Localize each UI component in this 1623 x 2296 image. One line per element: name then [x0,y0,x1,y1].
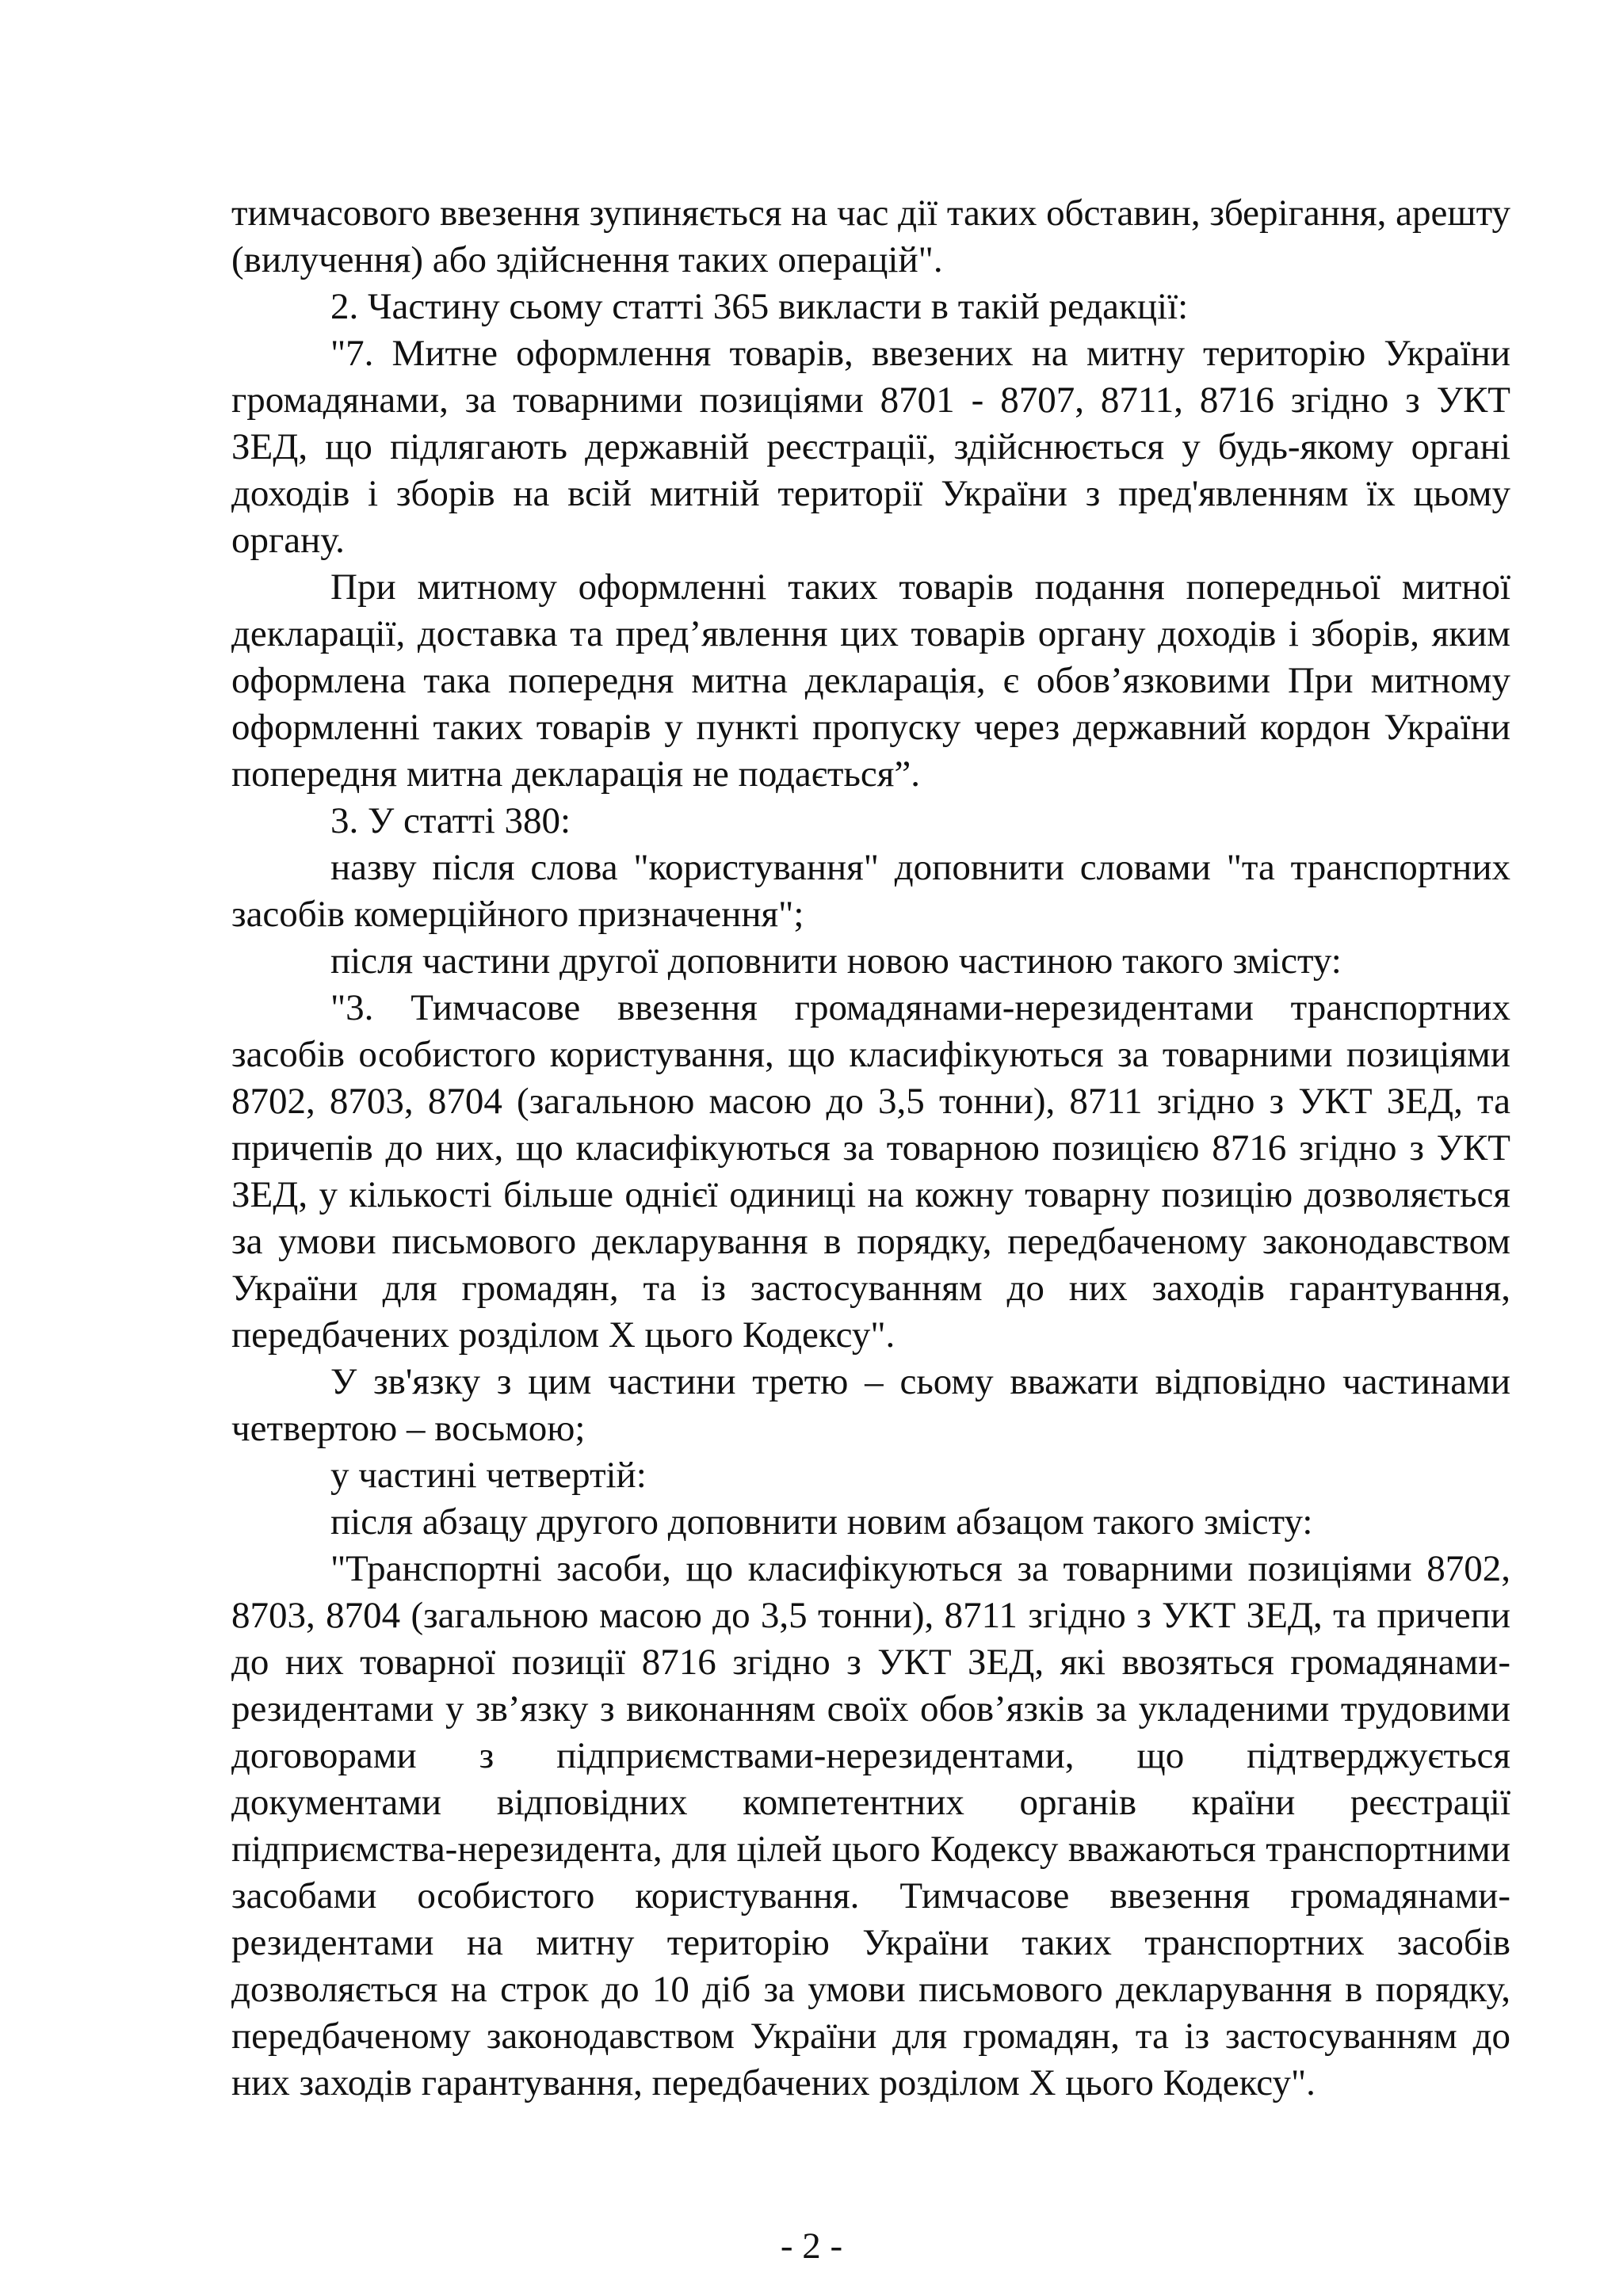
paragraph-12: "Транспортні засоби, що класифікуються за товарними позиціями 8702, 8703, 8704 (загальною масою до 3,5 тонни), 8711 згідно з УКТ ЗЕД, та причепи до них товарної позиції 8716 згідно з УКТ ЗЕД, які ввозяться громадянами-резидентами у зв’язку з виконанням своїх обов’язків за укладеними трудовими договорами з підприємствами-нерезидентами, що підтверджується документами відповідних компетентних органів країни реєстрації підприємства-нерезидента, для цілей цього Кодексу вважаються транспортними засобами особистого користування. Тимчасове ввезення громадянами-резидентами на митну територію України таких транспортних засобів дозволяється на строк до 10 діб за умови письмового декларування в порядку, передбаченому законодавством України для громадян, та із застосуванням до них заходів гарантування, передбачених розділом X цього Кодексу". [231,1548,1510,2103]
paragraph-1: тимчасового ввезення зупиняється на час дії таких обставин, зберігання, арешту (вилучення) або здійснення таких операцій". [231,193,1510,280]
paragraph-11: після абзацу другого доповнити новим абзацом такого змісту: [330,1501,1313,1543]
paragraph-7: після частини другої доповнити новою частиною такого змісту: [330,940,1342,982]
paragraph-4: При митному оформленні таких товарів подання попередньої митної декларації, доставка та пред’явлення цих товарів органу доходів і зборів, яким оформлена така попередня митна декларація, є обов’язковими При митному оформленні таких товарів у пункті пропуску через державний кордон України попередня митна декларація не подається”. [231,566,1510,795]
paragraph-3: "7. Митне оформлення товарів, ввезених на митну територію України громадянами, за товарними позиціями 8701 - 8707, 8711, 8716 згідно з УКТ ЗЕД, що підлягають державній реєстрації, здійснюється у будь-якому органі доходів і зборів на всій митній території України з пред'явленням їх цьому органу. [231,333,1510,561]
paragraph-5: 3. У статті 380: [330,800,571,841]
document-body [231,190,1510,2107]
paragraph-8: "3. Тимчасове ввезення громадянами-нерезидентами транспортних засобів особистого користування, що класифікуються за товарними позиціями 8702, 8703, 8704 (загальною масою до 3,5 тонни), 8711 згідно з УКТ ЗЕД, та причепів до них, що класифікуються за товарною позицією 8716 згідно з УКТ ЗЕД, у кількості більше однієї одиниці на кожну товарну позицію дозволяється за умови письмового декларування в порядку, передбаченому законодавством України для громадян, та із застосуванням до них заходів гарантування, передбачених розділом X цього Кодексу". [231,987,1510,1356]
paragraph-9: У зв'язку з цим частини третю – сьому вважати відповідно частинами четвертою – восьмою; [231,1361,1510,1449]
paragraph-2: 2. Частину сьому статті 365 викласти в такій редакції: [330,286,1189,327]
paragraph-10: у частині четвертій: [330,1455,647,1496]
paragraph-6: назву після слова "користування" доповнити словами "та транспортних засобів комерційного призначення"; [231,847,1510,935]
page-number: - 2 - [780,2225,843,2267]
